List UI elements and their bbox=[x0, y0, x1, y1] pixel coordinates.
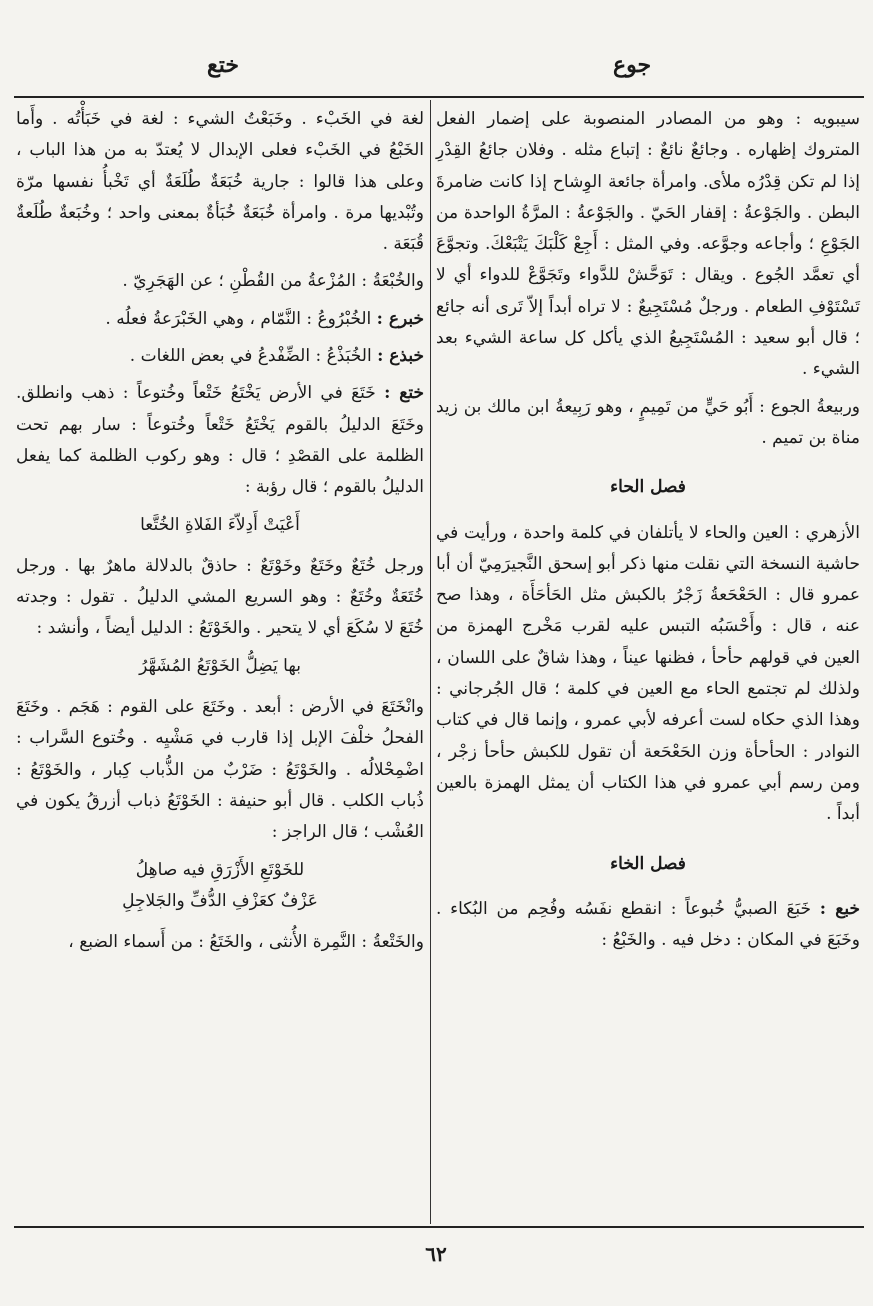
verse-line: للخَوْتَعِ الأَزْرَقِ فيه صاهِلُ bbox=[135, 859, 305, 880]
entry-paragraph: سيبويه : وهو من المصادر المنصوبة على إضمار الفعل المتروك إظهاره . وجائعٌ نائعٌ : إتباع مثله . وفلان جائعُ القِدْرِ إذا لم تكن قِدْرُه ملأى. وامرأة جائعة الوِشاح إذا كانت ضامرةَ البطن . والجَوْعةُ : إقفار الحَيّ . والجَوْعةُ : المرَّةُ الواحدة من الجَوْعِ ؛ وأجاعه وجوَّعه. وفي المثل : أَجِعْ كَلْبَكَ يَتْبَعْكَ. وتجوَّعَ أي تعمَّد الجُوع . ويقال : تَوَحَّشْ للدَّواء وتَجَوَّعْ للدواء أي لا تَسْتَوْفِ الطعام . ورجلٌ مُسْتَجِيعٌ : لا تراه أبداً إلاّ تَرى أنه جائع ؛ قال أبو سعيد : المُسْتَجِيعُ الذي يأكل كل ساعة الشيء بعد الشيء . bbox=[436, 109, 860, 380]
verse-line: عَزْفٌ كعَزْفِ الدُّفِّ والجَلاجِلِ bbox=[122, 890, 318, 911]
entry-paragraph: ورجل خُتَعٌ وخَتَعٌ وخَوْتَعٌ : حاذقٌ بالدلالة ماهرٌ بها . ورجل خُتَعَةٌ وخُتَعٌ : وهو السريع المشي الدليلُ . تقول : وجدته خُتَعَ لا سُكَعَ أي لا يتحير . والخَوْتَعُ : الدليل أيضاً ، وأنشد : bbox=[16, 555, 424, 639]
entry-paragraph: والخَتْعةُ : النَّمِرة الأُنثى ، والخَتَعُ : من أَسماء الضبع ، bbox=[68, 932, 424, 953]
page-number: ٦٢ bbox=[425, 1242, 447, 1266]
entry-headword: خبذع : bbox=[377, 346, 424, 367]
entry-paragraph: لغة في الخَبْء . وخَبَعْتُ الشيء : لغة في خَبَأْتُه . وأَما الخَبْعُ في الخَبْء فعلى الإبدال لا يُعتدّ به من هذا الباب ، وعلى هذا قالوا : جارية خُبَعَةٌ طُلَعَةٌ أي تَخْبأُ نفسها مرّة وتُبْديها مرة . وامرأة خُبَعَةٌ خُبَأةٌ بمعنى واحد ؛ وخُبَعةٌ طُلَعةٌ قُبَعَة . bbox=[16, 109, 424, 255]
section-heading-ha: فصل الحاء bbox=[610, 477, 686, 498]
entry-paragraph: وربيعةُ الجوع : أَبُو حَيٍّ من تَمِيمٍ ، وهو رَبِيعةُ ابن مالك بن زيد مناة بن تميم . bbox=[436, 396, 860, 448]
entry-headword: خبرع : bbox=[376, 308, 424, 329]
entry-headword: خبع : bbox=[819, 898, 860, 919]
entry-paragraph: الأزهري : العين والحاء لا يأتلفان في كلمة واحدة ، ورأيت في حاشية النسخة التي نقلت منها ذكر أبو إسحق النَّجيرَمِيّ أن أبا عمرو قال : الحَعْحَعةُ زَجْرُ بالكبش مثل الحَأحَأَة ، وهذا صح عنه ، قال : وأَحْسَبُه التبس عليه لقرب مَخْرج الهمزة من العين في قولهم حأحأ ، فظنها عيناً ، وهذا شاقٌ على اللسان ، ولذلك لم تجتمع الحاء مع العين في كلمة ؛ قال الجُرجاني : وهذا الذي حكاه لست أعرفه لأبي عمرو ، وإنما قال في كتاب النوادر : الحأحأة وزن الحَعْحَعة أن تقول للكبش حأحأ زجْر ، ومن رسم أبي عمرو في هذا الكتاب أن يمثل الهمزة بالعين أبداً . bbox=[436, 522, 860, 825]
entry-text: الخُبَذْعُ : الضِّفْدعُ في بعض اللغات . bbox=[129, 346, 372, 367]
entry-khabdha bbox=[16, 341, 424, 372]
entry-paragraph: وانْخَتَعَ في الأرض : أبعد . وخَتَعَ على القوم : هَجَم . وخَتَعَ الفحلُ خلْفَ الإبل إذا قارب في مَشْيِه . وخُتوع السَّراب : اضْمِحْلالُه . والخَوْتَعُ : ضَرْبٌ من الذُّباب كِبار ، والخَوْتَعُ : ذُباب الكلب . قال أبو حنيفة : الخَوْتَعُ ذباب أزرقُ يكون في العُشْب ؛ قال الراجز : bbox=[16, 697, 424, 843]
running-header-right: جوع bbox=[612, 52, 652, 78]
entry-khabaa bbox=[436, 894, 860, 957]
footer-rule bbox=[14, 1226, 864, 1228]
entry-headword: ختع : bbox=[384, 383, 424, 404]
column-divider bbox=[430, 100, 431, 1224]
entry-khabra bbox=[16, 304, 424, 335]
header-rule bbox=[14, 96, 864, 98]
entry-text: خَتَعَ في الأرض يَخْتَعُ خَتْعاً وخُتوعاً : ذهب وانطلق. وخَتَعَ الدليلُ بالقوم يَخْتَعُ خَتْعاً وخُتوعاً : سار بهم تحت الظلمة على القصْدِ ؛ قال : وهو ركوب الظلمة كما يفعل الدليلُ بالقوم ؛ قال رؤبة : bbox=[16, 383, 424, 498]
left-column bbox=[16, 104, 424, 958]
entry-khata bbox=[16, 378, 424, 503]
verse-line: أَعْيَتْ أَدِلاّءَ الفَلاةِ الخُتَّعا bbox=[140, 514, 300, 535]
entry-text: الخُبْرُوعُ : النَّمّام ، وهي الخَبْرَعةُ فعلُه . bbox=[105, 308, 372, 329]
entry-text: خَبَعَ الصبيُّ خُبوعاً : انقطع نفَسُه وفُحِم من البُكاء . وخَبَعَ في المكان : دخل فيه . والخَبْعُ : bbox=[436, 898, 860, 951]
right-column bbox=[436, 104, 860, 956]
verse-line: بها يَضِلُّ الخَوْتَعُ المُشَهَّرُ bbox=[139, 655, 301, 676]
running-header-left: ختع bbox=[207, 52, 239, 78]
entry-paragraph: والخُبْعَةُ : المُزْعةُ من القُطْنِ ؛ عن الهَجَرِيّ . bbox=[122, 271, 424, 292]
section-heading-kha: فصل الخاء bbox=[610, 853, 686, 874]
